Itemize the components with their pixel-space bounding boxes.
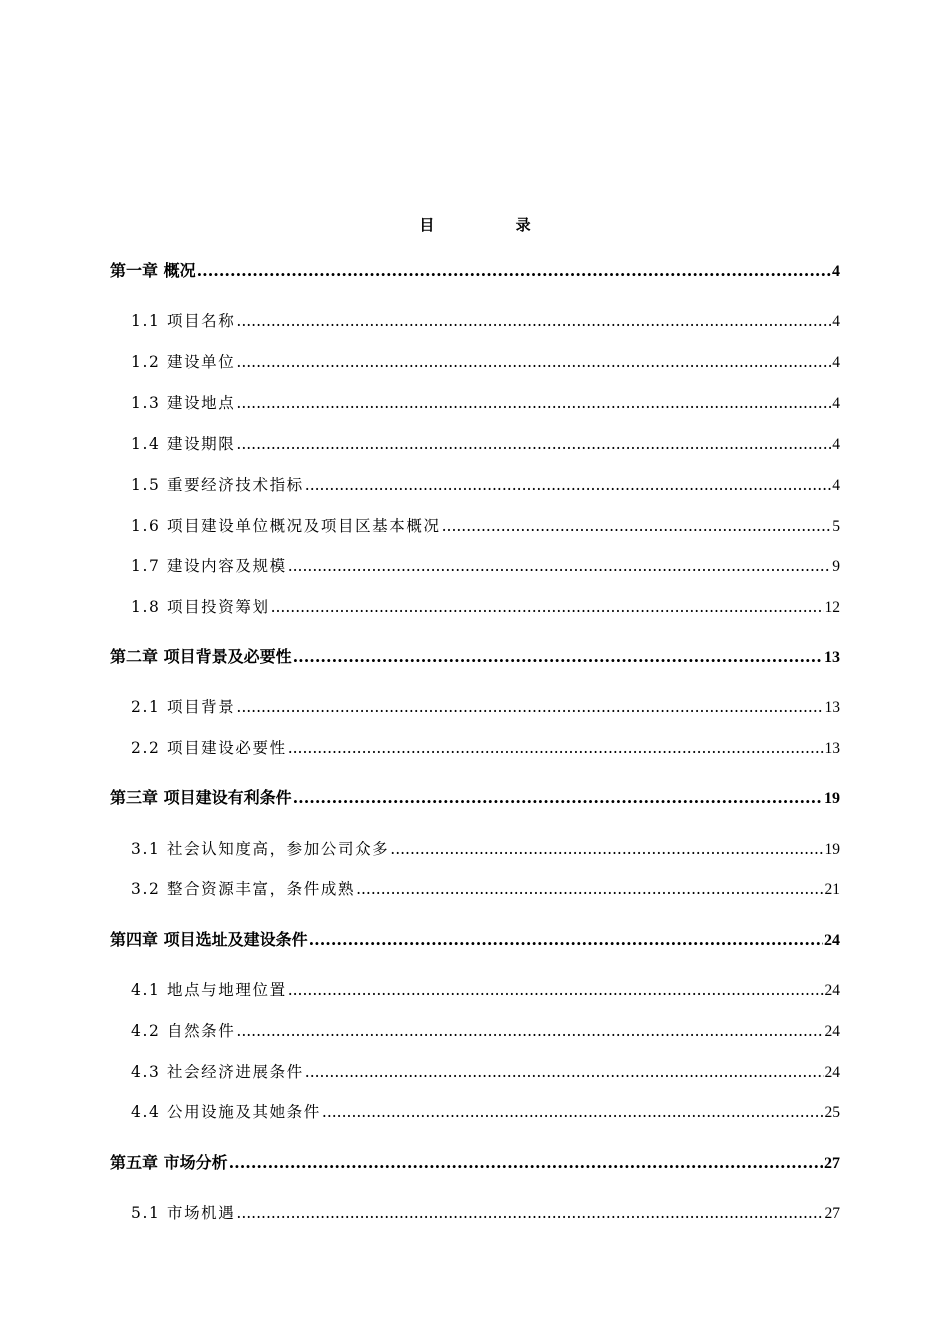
dot-leader <box>288 737 824 759</box>
dot-leader <box>390 838 823 860</box>
toc-entry-label: 2.2 项目建设必要性 <box>131 739 287 757</box>
toc-entry-section-5-1[interactable] <box>131 1202 840 1225</box>
toc-entry-section-4-3[interactable] <box>131 1061 840 1084</box>
toc-entry-section-1-1[interactable] <box>131 310 840 333</box>
toc-entry-page: 24 <box>824 982 840 999</box>
dot-leader <box>236 351 831 373</box>
dot-leader <box>288 555 832 577</box>
toc-entry-label: 1.4 建设期限 <box>131 435 236 453</box>
toc-entry-page: 27 <box>824 1205 840 1222</box>
toc-entry-page: 12 <box>824 599 840 616</box>
toc-entry-chapter-4[interactable] <box>110 929 840 952</box>
toc-entry-chapter-5[interactable] <box>110 1152 840 1175</box>
toc-entry-section-4-2[interactable] <box>131 1020 840 1043</box>
toc-entry-section-3-2[interactable] <box>131 878 840 901</box>
toc-entry-page: 4 <box>832 395 840 412</box>
dot-leader <box>236 310 831 332</box>
toc-entry-label: 5.1 市场机遇 <box>131 1204 236 1222</box>
toc-entry-page: 4 <box>832 263 840 280</box>
dot-leader <box>197 260 831 282</box>
dot-leader <box>236 1020 823 1042</box>
toc-entry-section-1-4[interactable] <box>131 433 840 456</box>
toc-entry-label: 1.7 建设内容及规模 <box>131 557 287 575</box>
toc-entry-page: 13 <box>824 649 840 666</box>
toc-entry-label: 4.3 社会经济进展条件 <box>131 1063 304 1081</box>
toc-entry-chapter-1[interactable] <box>110 260 840 283</box>
toc-entry-page: 4 <box>832 313 840 330</box>
toc-entry-label: 第三章 项目建设有利条件 <box>110 788 292 807</box>
toc-entry-page: 9 <box>832 558 840 575</box>
dot-leader <box>356 878 823 900</box>
toc-entry-page: 4 <box>832 436 840 453</box>
toc-entry-page: 13 <box>824 740 840 757</box>
toc-entry-section-3-1[interactable] <box>131 838 840 861</box>
dot-leader <box>288 979 824 1001</box>
toc-title: 目 录 <box>419 216 569 234</box>
toc-entry-section-4-4[interactable] <box>131 1101 840 1124</box>
toc-entry-label: 3.2 整合资源丰富，条件成熟 <box>131 880 356 898</box>
toc-entry-label: 第一章 概况 <box>110 261 196 280</box>
toc-entry-label: 1.1 项目名称 <box>131 312 236 330</box>
toc-entry-label: 1.3 建设地点 <box>131 394 236 412</box>
dot-leader <box>236 696 823 718</box>
dot-leader <box>442 515 832 537</box>
toc-entry-section-4-1[interactable] <box>131 979 840 1002</box>
dot-leader <box>229 1152 823 1174</box>
toc-entry-page: 19 <box>824 790 840 807</box>
toc-entry-label: 4.2 自然条件 <box>131 1022 236 1040</box>
toc-entry-label: 第四章 项目选址及建设条件 <box>110 930 308 949</box>
toc-entry-label: 2.1 项目背景 <box>131 698 236 716</box>
toc-entry-label: 第五章 市场分析 <box>110 1153 228 1172</box>
toc-entry-section-1-2[interactable] <box>131 351 840 374</box>
dot-leader <box>309 929 823 951</box>
dot-leader <box>236 392 831 414</box>
toc-entry-section-1-5[interactable] <box>131 474 840 497</box>
dot-leader <box>236 1202 823 1224</box>
toc-entry-section-2-1[interactable] <box>131 696 840 719</box>
toc-entry-chapter-2[interactable] <box>110 646 840 669</box>
toc-entry-label: 4.4 公用设施及其她条件 <box>131 1103 321 1121</box>
toc-entry-page: 24 <box>824 1064 840 1081</box>
toc-entry-section-1-8[interactable] <box>131 596 840 619</box>
toc-entry-label: 1.2 建设单位 <box>131 353 236 371</box>
toc-entry-page: 5 <box>832 518 840 535</box>
toc-entry-page: 4 <box>832 477 840 494</box>
toc-entry-section-1-3[interactable] <box>131 392 840 415</box>
toc-entry-section-1-6[interactable] <box>131 515 840 538</box>
toc-entry-label: 第二章 项目背景及必要性 <box>110 647 292 666</box>
toc-entry-chapter-3[interactable] <box>110 787 840 810</box>
dot-leader <box>305 1061 824 1083</box>
toc-entry-label: 3.1 社会认知度高，参加公司众多 <box>131 840 390 858</box>
dot-leader <box>293 787 823 809</box>
toc-entry-page: 24 <box>824 932 840 949</box>
toc-entry-page: 24 <box>824 1023 840 1040</box>
toc-entry-page: 27 <box>824 1155 840 1172</box>
toc-entry-label: 1.8 项目投资筹划 <box>131 598 270 616</box>
dot-leader <box>236 433 831 455</box>
dot-leader <box>293 646 823 668</box>
toc-entry-section-2-2[interactable] <box>131 737 840 760</box>
dot-leader <box>305 474 831 496</box>
dot-leader <box>271 596 824 618</box>
toc-entry-page: 13 <box>824 699 840 716</box>
toc-entry-label: 4.1 地点与地理位置 <box>131 981 287 999</box>
toc-entry-label: 1.6 项目建设单位概况及项目区基本概况 <box>131 517 441 535</box>
toc-entry-page: 4 <box>832 354 840 371</box>
toc-entry-page: 21 <box>824 881 840 898</box>
toc-entry-page: 25 <box>824 1104 840 1121</box>
toc-entry-page: 19 <box>824 841 840 858</box>
dot-leader <box>322 1101 824 1123</box>
toc-entry-section-1-7[interactable] <box>131 555 840 578</box>
toc-entry-label: 1.5 重要经济技术指标 <box>131 476 304 494</box>
